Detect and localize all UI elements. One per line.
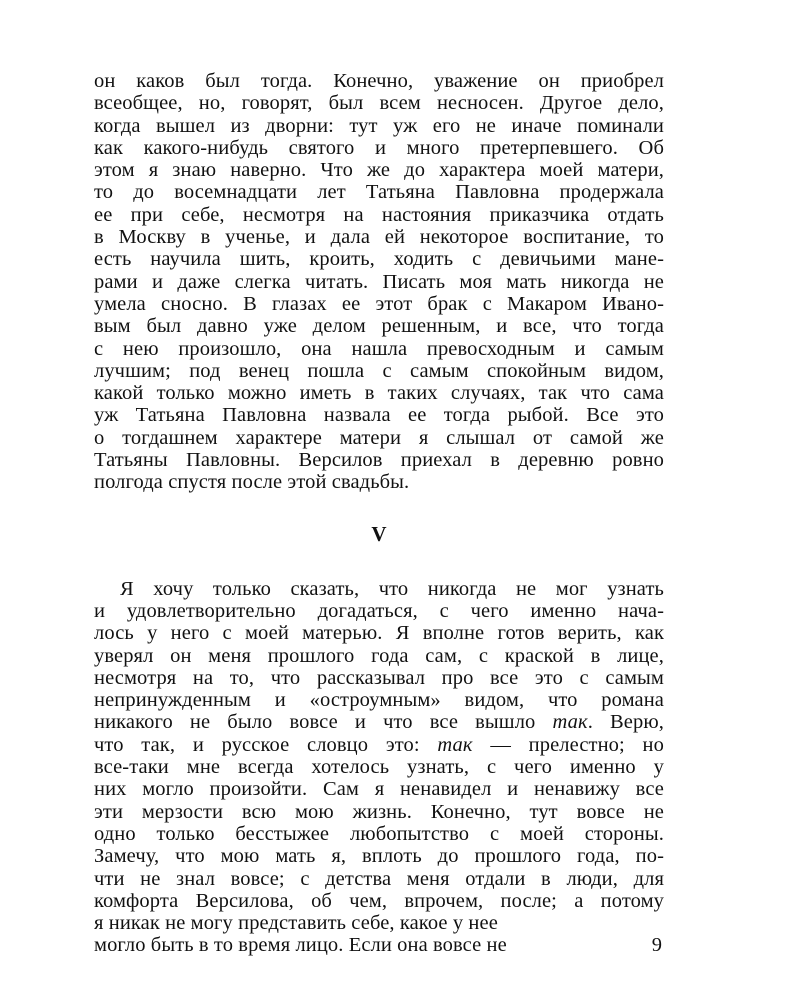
- text-fragment: . Верю,: [587, 711, 664, 734]
- text-line: с нею произошло, она нашла превосходным и самым: [94, 337, 664, 360]
- section-heading-text: V: [371, 522, 387, 547]
- paragraph-1: [94, 70, 664, 494]
- book-page: [94, 70, 664, 957]
- text-line: все-таки мне всегда хотелось узнать, с чего именно у: [94, 756, 664, 779]
- text-line: них могло произойти. Сам я ненавидел и ненавижу все: [94, 778, 664, 801]
- text-line: в Москву в ученье, и дала ей некоторое воспитание, то: [94, 226, 664, 249]
- italic-word: так: [437, 733, 473, 756]
- text-line: лось у него с моей матерью. Я вполне готов верить, как: [94, 622, 664, 645]
- text-line: когда вышел из дворни: тут уж его не иначе поминали: [94, 114, 664, 137]
- text-line: уж Татьяна Павловна назвала ее тогда рыбой. Все это: [94, 404, 664, 427]
- text-line: умела сносно. В глазах ее этот брак с Макаром Ивано-: [94, 292, 664, 315]
- text-line: и удовлетворительно догадаться, с чего именно нача-: [94, 599, 664, 622]
- text-line: этом я знаю наверно. Что же до характера моей матери,: [94, 159, 664, 182]
- text-line: рами и даже слегка читать. Писать моя мать никогда не: [94, 270, 664, 293]
- text-line: Замечу, что мою мать я, вплоть до прошлого года, по-: [94, 845, 664, 868]
- text-line: ее при себе, несмотря на настояния приказчика отдать: [94, 203, 664, 226]
- text-line: комфорта Версилова, об чем, впрочем, после; а потому: [94, 889, 664, 912]
- text-line: есть научила шить, кроить, ходить с девичьими мане-: [94, 248, 664, 271]
- text-line: [94, 711, 664, 733]
- text-line: то до восемнадцати лет Татьяна Павловна продержала: [94, 181, 664, 204]
- text-line: Татьяны Павловны. Версилов приехал в деревню ровно: [94, 449, 664, 472]
- text-line: чти не знал вовсе; с детства меня отдали в люди, для: [94, 867, 664, 890]
- text-line: о тогдашнем характере матери я слышал от самой же: [94, 426, 664, 449]
- page-number: 9: [651, 934, 662, 957]
- section-heading: [94, 494, 664, 578]
- text-line: несмотря на то, что рассказывал про все это с самым: [94, 666, 664, 689]
- text-line: какой только можно иметь в таких случаях, так что сама: [94, 382, 664, 405]
- text-line: эти мерзости всю мою жизнь. Конечно, тут вовсе не: [94, 800, 664, 823]
- text-line: как какого-нибудь святого и много претерпевшего. Об: [94, 136, 664, 159]
- text-line: уверял он меня прошлого года сам, с краской в лице,: [94, 644, 664, 667]
- paragraph-2: [94, 578, 664, 957]
- text-line: я никак не могу представить себе, какое у нее: [94, 912, 498, 935]
- italic-word: так: [552, 711, 588, 734]
- final-line-row: [94, 934, 664, 956]
- text-line: полгода спустя после этой свадьбы.: [94, 471, 410, 494]
- text-fragment: никакого не было вовсе и что все вышло: [94, 711, 553, 734]
- text-line: он каков был тогда. Конечно, уважение он приобрел: [94, 70, 664, 92]
- text-fragment: что так, и русское словцо это:: [94, 733, 438, 756]
- text-line: Я хочу только сказать, что никогда не мог узнать: [120, 577, 664, 600]
- text-line: вым был давно уже делом решенным, и все, что тогда: [94, 315, 664, 338]
- text-line: [94, 734, 664, 756]
- text-line: могло быть в то время лицо. Если она вовсе не: [94, 934, 507, 957]
- text-line: лучшим; под венец пошла с самым спокойным видом,: [94, 359, 664, 382]
- text-fragment: — прелестно; но: [472, 733, 664, 756]
- text-line: одно только бесстыжее любопытство с моей стороны.: [94, 822, 664, 845]
- text-line: всеобщее, но, говорят, был всем несносен. Другое дело,: [94, 92, 664, 115]
- text-line: непринужденным и «остроумным» видом, что романа: [94, 689, 664, 712]
